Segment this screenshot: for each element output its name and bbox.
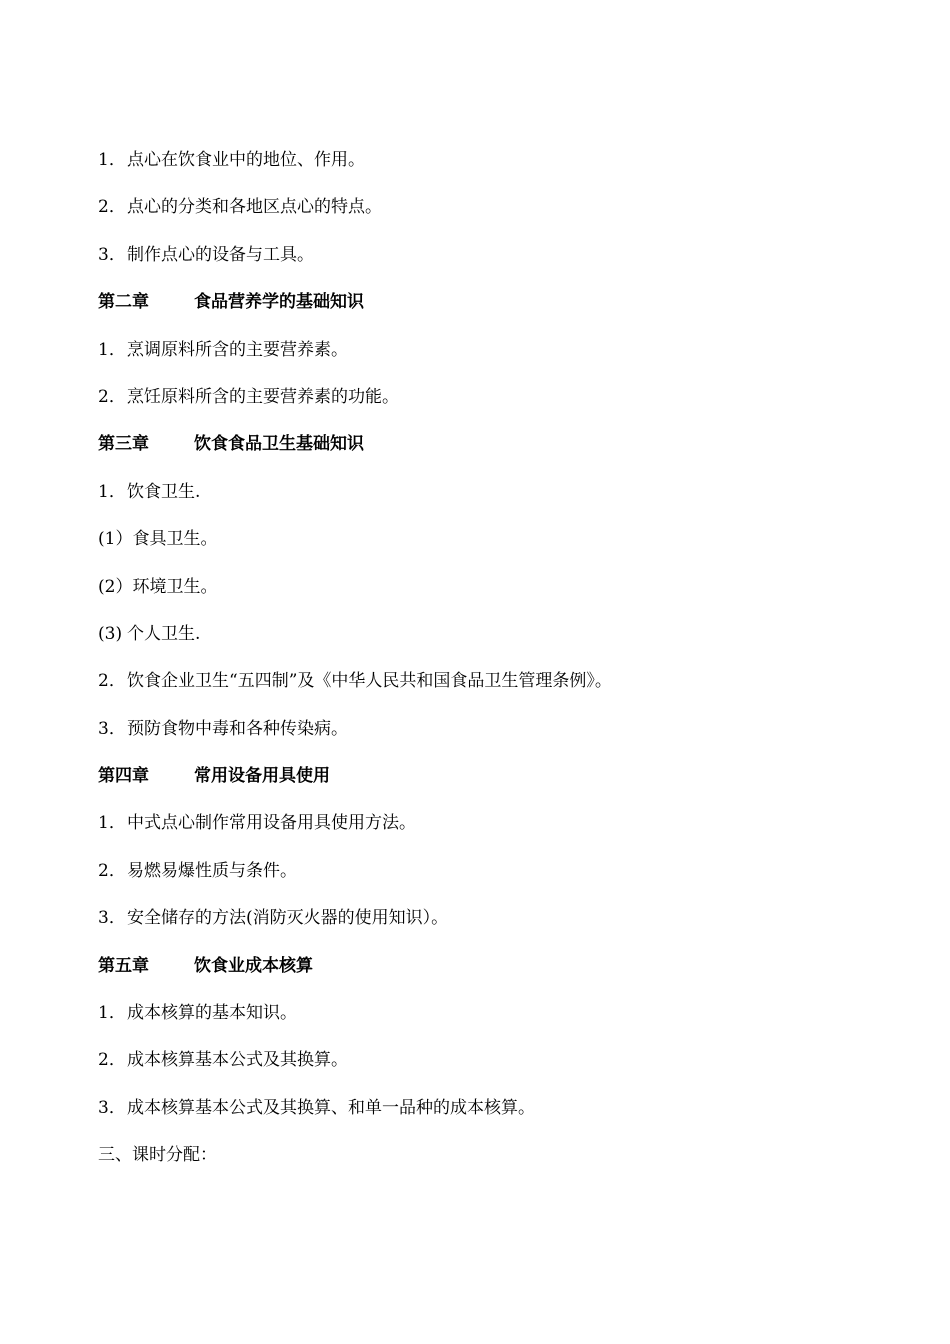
list-item [98,712,878,759]
list-index: 3． [98,1097,126,1118]
list-text: 饮食企业卫生“五四制”及《中华人民共和国食品卫生管理条例》。 [127,671,612,692]
list-text: 点心在饮食业中的地位、作用。 [127,150,365,170]
list-index: 2． [98,671,126,692]
list-item [98,238,878,285]
chapter-number: 第五章 [98,955,149,976]
list-item [98,854,878,901]
list-index: 1． [98,481,126,502]
chapter-title: 饮食业成本核算 [194,955,313,976]
list-item [98,996,878,1043]
list-text: 成本核算基本公式及其换算、和单一品种的成本核算。 [127,1097,535,1118]
list-item [98,806,878,853]
list-text: 易燃易爆性质与条件。 [127,860,297,881]
document-body [98,143,878,1186]
list-index: 1． [98,150,126,170]
list-item [98,380,878,427]
list-text: 食具卫生。 [132,529,218,550]
list-index: 3． [98,718,126,739]
chapter-title: 常用设备用具使用 [194,766,330,787]
chapter-title: 饮食食品卫生基础知识 [194,434,364,455]
list-item [98,617,878,664]
chapter-heading [98,427,878,474]
section-title: 三、课时分配： [98,1145,217,1166]
list-index: (2） [98,576,133,597]
list-item [98,664,878,711]
list-item [98,522,878,569]
list-text: 成本核算的基本知识。 [127,1003,297,1024]
list-item [98,1043,878,1090]
list-text: 烹饪原料所含的主要营养素的功能。 [127,386,399,407]
list-index: 2． [98,197,126,218]
list-index: 1． [98,1003,126,1024]
list-index: 1． [98,813,126,834]
list-index: 2． [98,386,126,407]
list-text: 制作点心的设备与工具。 [127,244,314,265]
chapter-title: 食品营养学的基础知识 [194,292,364,313]
chapter-heading [98,949,878,996]
chapter-number: 第四章 [98,766,149,787]
list-item [98,901,878,948]
list-index: (1） [98,529,133,550]
list-item [98,143,878,190]
list-text: 烹调原料所含的主要营养素。 [127,339,348,360]
list-text: 环境卫生。 [132,576,218,597]
list-text: 个人卫生. [127,623,201,644]
list-item [98,1091,878,1138]
list-index: 2． [98,1050,126,1071]
list-text: 预防食物中毒和各种传染病。 [127,718,348,739]
list-text: 中式点心制作常用设备用具使用方法。 [127,813,416,834]
list-item [98,333,878,380]
list-item [98,570,878,617]
list-index: 3． [98,244,126,265]
chapter-heading [98,759,878,806]
list-text: 点心的分类和各地区点心的特点。 [127,197,382,218]
list-item [98,190,878,237]
list-index: 2． [98,860,126,881]
list-text: 安全储存的方法(消防灭火器的使用知识）。 [127,908,449,929]
list-index: (3) [98,623,123,644]
section-heading [98,1138,878,1185]
chapter-number: 第三章 [98,434,149,455]
list-index: 1． [98,339,126,360]
list-index: 3． [98,908,126,929]
list-text: 成本核算基本公式及其换算。 [127,1050,348,1071]
list-text: 饮食卫生. [127,481,201,502]
chapter-heading [98,285,878,332]
list-item [98,475,878,522]
chapter-number: 第二章 [98,292,149,313]
